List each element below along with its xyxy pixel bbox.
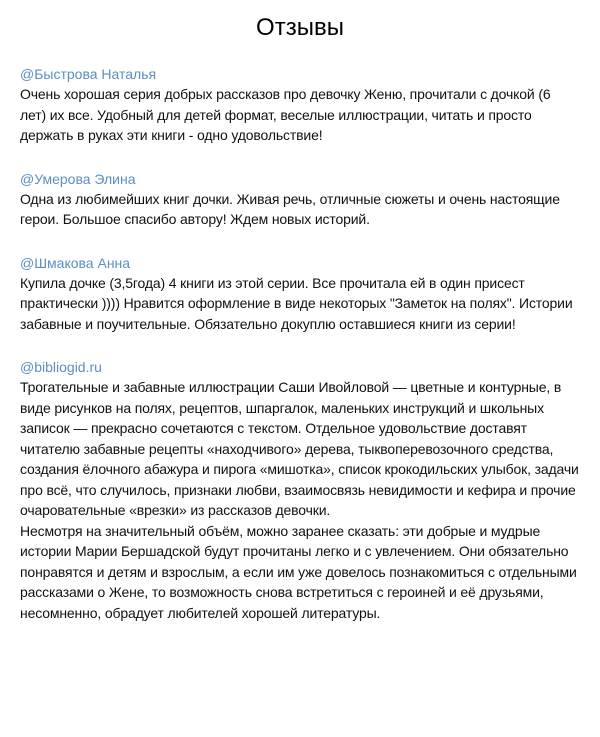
review-author-link[interactable]: @Умерова Элина	[20, 170, 136, 187]
review-item	[20, 169, 580, 230]
page-title: Отзывы	[256, 14, 344, 41]
review-item	[20, 64, 580, 146]
review-author-link[interactable]: @Шмакова Анна	[20, 254, 131, 271]
reviews-list	[20, 64, 580, 623]
review-item	[20, 357, 580, 623]
review-text: Трогательные и забавные иллюстрации Саши Ивойловой — цветные и контурные, в виде рисунков на полях, рецептов, шпаргалок, маленьких инструкций и школьных записок — прекрасно сочетаются с текстом. Отдельное удовольствие доставят читателю забавные рецепты «находчивого» дерева, тыквоперевозочного средства, создания ёлочного абажура и пирога «мишотка», список крокодильских улыбок, задачи про всё, что случилось, признаки любви, взаимосвязь невидимости и кефира и прочие очаровательные «врезки» из рассказов девочки.	[20, 379, 579, 518]
review-author-link[interactable]: @bibliogid.ru	[20, 359, 102, 375]
review-text: Одна из любимейших книг дочки. Живая речь, отличные сюжеты и очень настоящие герои. Большое спасибо автору! Ждем новых историй.	[20, 190, 560, 227]
review-item	[20, 253, 580, 335]
review-author-link[interactable]: @Быстрова Наталья	[20, 66, 157, 82]
review-text: Очень хорошая серия добрых рассказов про девочку Женю, прочитали с дочкой (6 лет) их все. Удобный для детей формат, веселые иллюстрации, читать и просто держать в руках эти книги - одно удовольствие!	[20, 86, 551, 143]
review-text: Купила дочке (3,5года) 4 книги из этой серии. Все прочитала ей в один присест практически )))) Нравится оформление в виде некоторых "Заметок на полях". Истории забавные и поучительные. Обязательно докуплю оставшиеся книги из серии!	[20, 274, 573, 332]
review-text: Несмотря на значительный объём, можно заранее сказать: эти добрые и мудрые истории Марии Бершадской будут прочитаны легко и с увлечением. Они обязательно понравятся и детям и взрослым, а если им уже довелось познакомиться с отдельными рассказами о Жене, то возможность снова встретиться с героиней и её друзьями, несомненно, обрадует любителей хорошей литературы.	[20, 522, 577, 621]
